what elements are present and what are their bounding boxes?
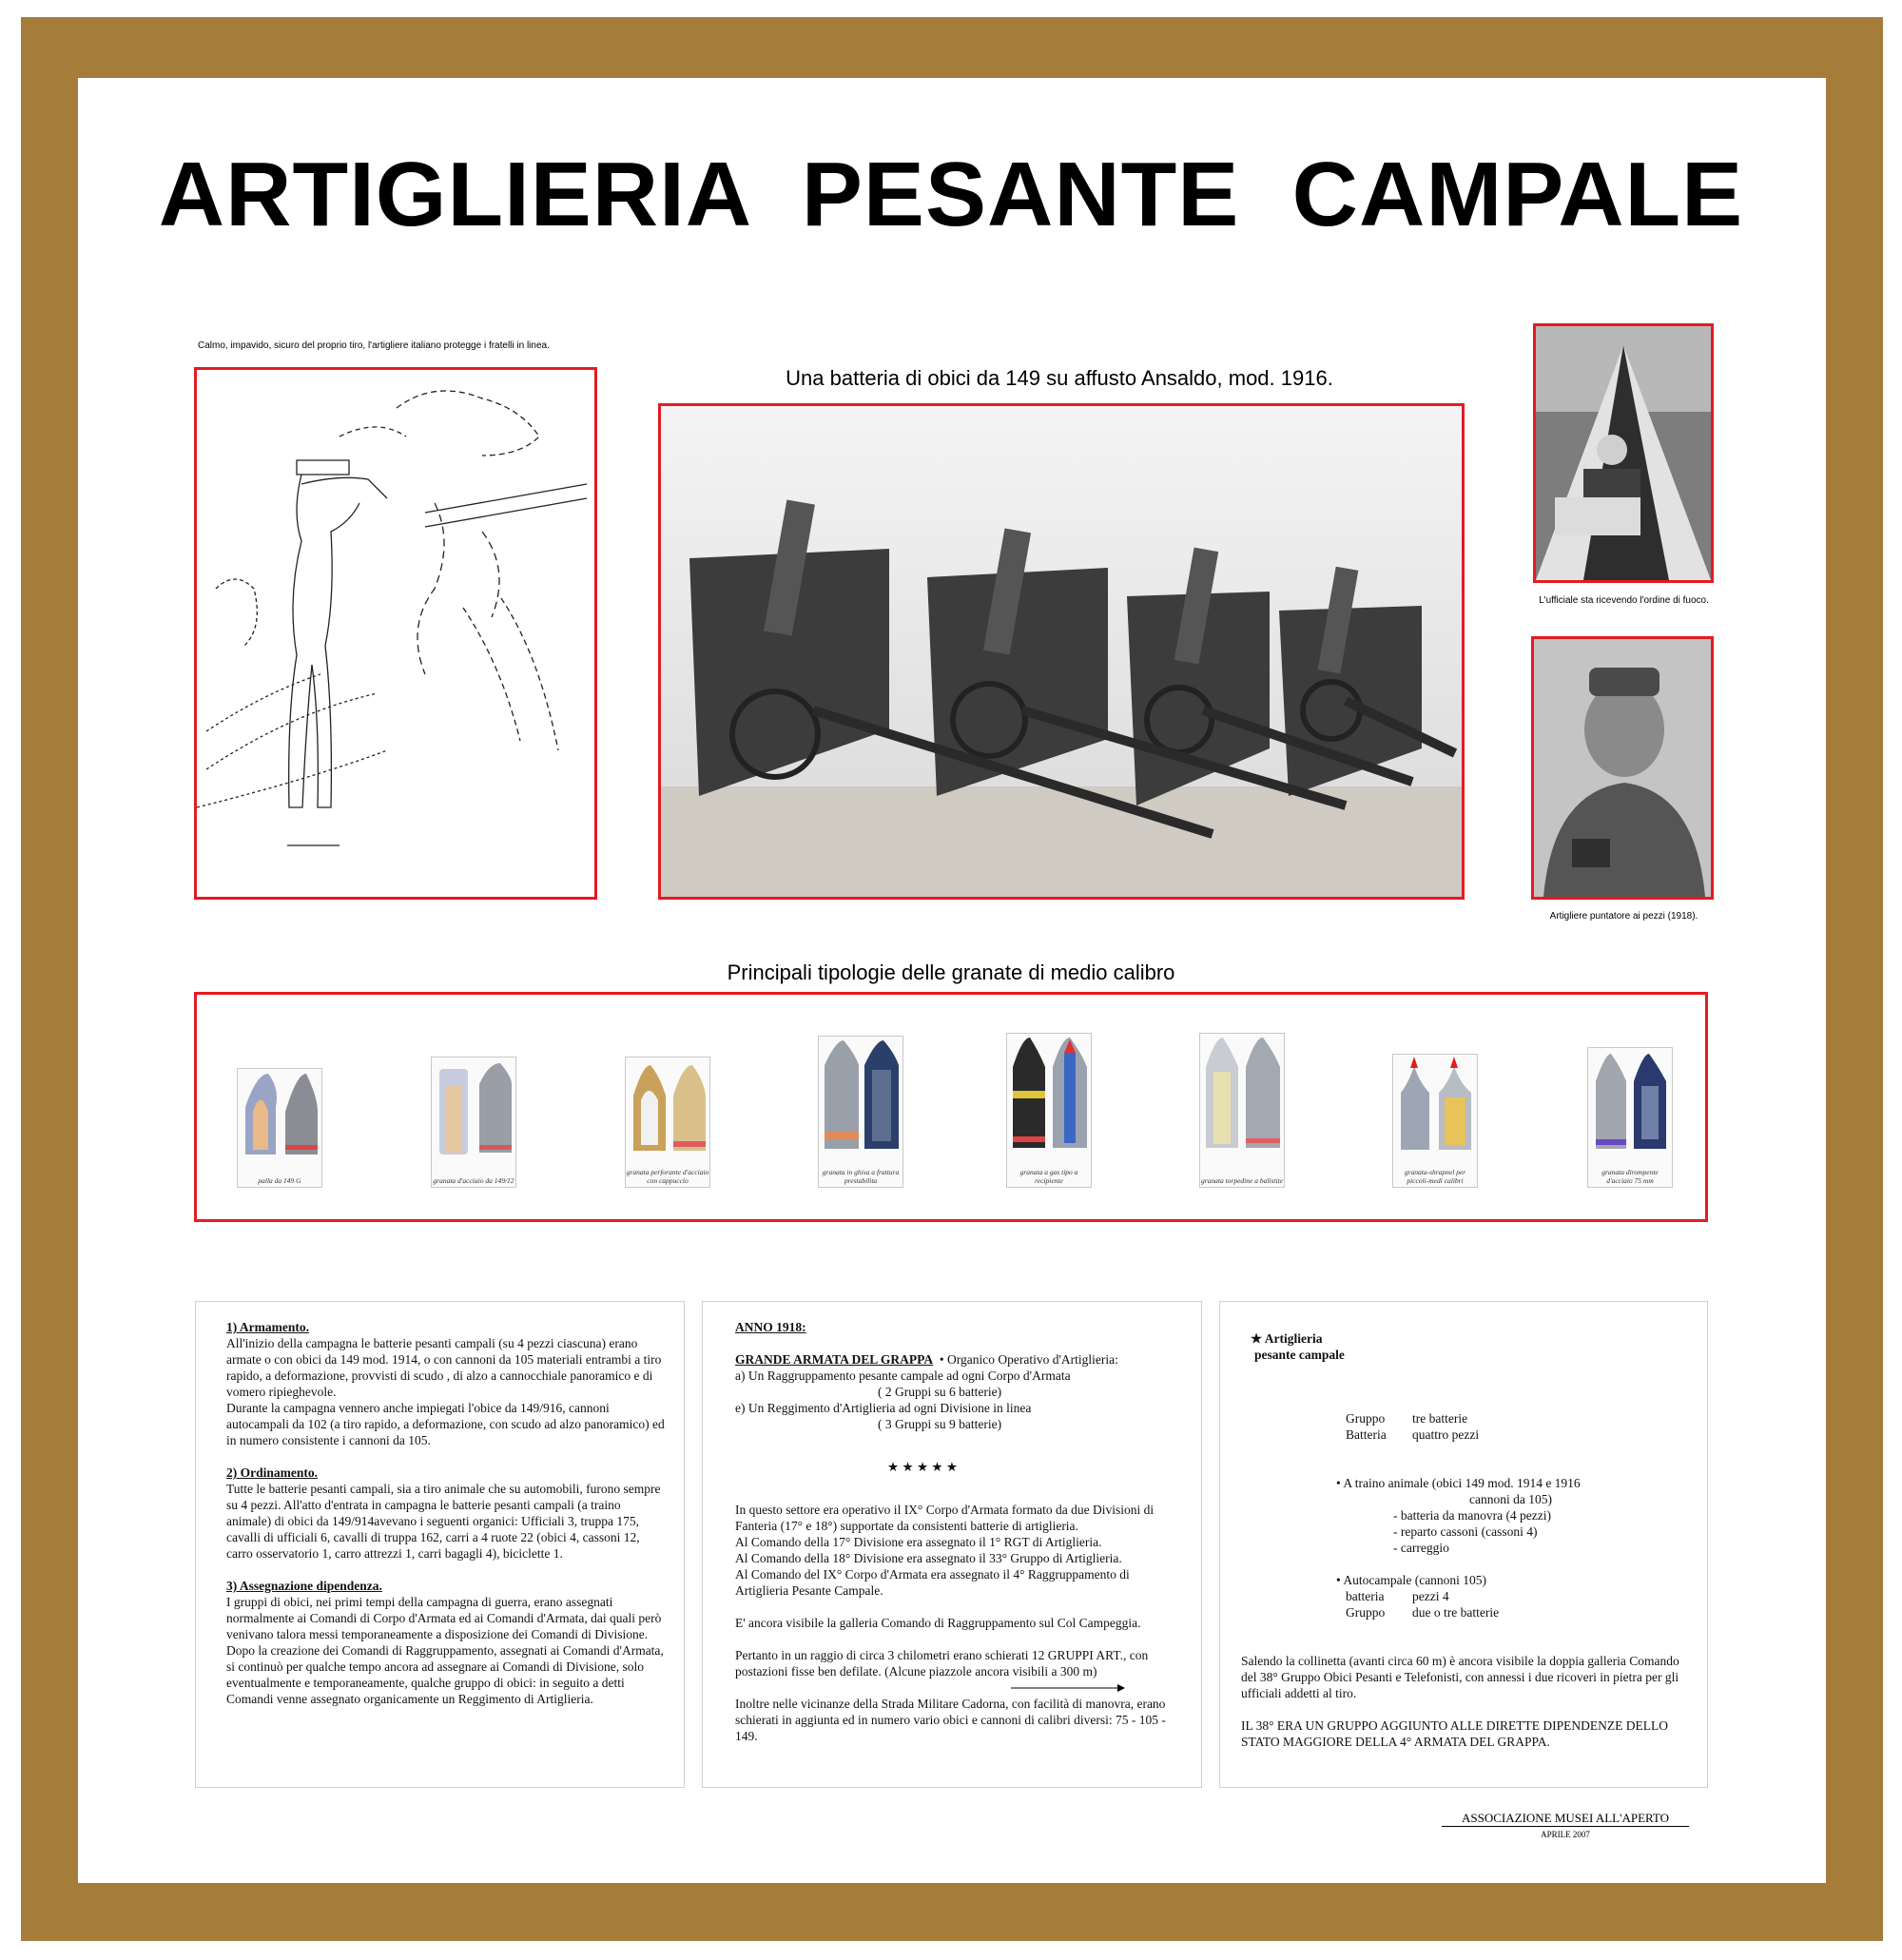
shell-icon [626,1058,709,1162]
assegnazione-text-2: Dopo la creazione dei Comandi di Raggruppamento, assegnati ai Comandi d'Armata, si continuò per qualche tempo ancora ad assegnare ai Comandi di Divisione, solo eventualmente e temporaneamente, qualche gruppo di obici: in seguito a detti Comandi venne assegnato organicamente un Reggimento di Artiglieria. [226,1643,664,1706]
artiglieria-campale-column [1219,1301,1708,1788]
shell-label: granata d'acciaio da 149/12 [433,1176,514,1185]
divisione-17-text: Al Comando della 17° Divisione era assegnato il 1° RGT di Artiglieria. [735,1535,1102,1549]
corpo-armata-text: In questo settore era operativo il IX° Corpo d'Armata formato da due Divisioni di Fanteria (17° e 18°) supportate da consistenti batterie di artiglieria. [735,1503,1155,1533]
autocampale-text: • Autocampale (cannoni 105) [1336,1573,1487,1587]
officer-caption: L'ufficiale sta ricevendo l'ordine di fuoco. [1539,595,1709,606]
shell-card-3 [625,1057,710,1188]
shell-icon [238,1069,321,1164]
raggruppamento-detail: ( 2 Gruppi su 6 batterie) [878,1385,1002,1399]
shell-label: granata torpedine a balistite [1200,1176,1284,1185]
shell-card-2 [431,1057,516,1188]
shell-icon [1007,1034,1091,1159]
reggimento-detail: ( 3 Gruppi su 9 batterie) [878,1417,1002,1431]
shell-label: granata-shrapnel per piccoli-medi calibri [1404,1168,1466,1185]
page-title: ARTIGLIERIA PESANTE CAMPALE [158,144,1744,245]
shell-card-1 [237,1068,322,1188]
association-date: APRILE 2007 [1541,1830,1590,1839]
auto-batteria-key: batteria [1346,1589,1385,1603]
gunner-photo [1531,636,1714,900]
sketch-caption: Calmo, impavido, sicuro del proprio tiro, l'artigliere italiano protegge i fratelli in linea. [198,340,550,351]
shell-card-4 [818,1036,903,1188]
artiglieria-heading: ★ Artiglieria [1251,1331,1323,1346]
ordinamento-text: Tutte le batterie pesanti campali, sia a tiro animale che su automobili, furono sempre su 4 pezzi. All'atto d'entrata in campagna le batterie pesanti campali (a traino animale) di obici da 149/914avevano i seguenti organici: Ufficiali 3, truppa 175, cavalli di ufficiali 6, cavalli di truppa 162, carri a 4 ruote 22 (obici 4, cassoni 12, carro osservatorio 1, carro attrezzi 1, carri bagagli 4), biciclette 1. [226,1482,661,1561]
howitzer-battery-image [661,406,1462,897]
officer-tent-image [1536,326,1711,580]
officer-photo [1533,323,1714,583]
traino-animale-text: • A traino animale (obici 149 mod. 1914 e 1916 [1336,1476,1581,1490]
organico-text: • Organico Operativo d'Artiglieria: [939,1352,1118,1367]
pesante-heading: pesante campale [1254,1348,1345,1362]
gruppo-value: tre batterie [1412,1411,1468,1426]
armamento-heading: 1) Armamento. [226,1320,309,1334]
shell-icon [432,1058,515,1162]
shell-label: palla da 149 G [258,1176,301,1185]
galleria-text: E' ancora visibile la galleria Comando di Raggruppamento sul Col Campeggia. [735,1616,1141,1630]
armamento-text-2: Durante la campagna vennero anche impiegati l'obice da 149/916, cannoni autocampali da 102 (a tiro rapido, a deformazione, con scudo ad alzo panoramico) ed in numero consistente i cannoni da 105. [226,1401,665,1447]
association-name: ASSOCIAZIONE MUSEI ALL'APERTO [1442,1811,1689,1827]
shell-card-6 [1199,1033,1285,1188]
traino-item-2: - reparto cassoni (cassoni 4) [1393,1524,1538,1539]
gruppo-key: Gruppo [1346,1411,1386,1426]
batteria-key: Batteria [1346,1427,1387,1442]
batteria-value: quattro pezzi [1412,1427,1480,1442]
gruppo-38-text: IL 38° ERA UN GRUPPO AGGIUNTO ALLE DIRETTE DIPENDENZE DELLO STATO MAGGIORE DELLA 4° ARMATA DEL GRAPPA. [1241,1718,1668,1749]
raggruppamento-4-text: Al Comando del IX° Corpo d'Armata era assegnato il 4° Raggruppamento di Artiglieria Pesante Campale. [735,1567,1130,1598]
grande-armata-heading: GRANDE ARMATA DEL GRAPPA [735,1352,934,1367]
shell-label: granata in ghisa a frattura prestabilita [822,1168,900,1185]
shell-icon [1200,1034,1284,1159]
ordinamento-heading: 2) Ordinamento. [226,1465,318,1480]
sketch-illustration [194,367,597,900]
assegnazione-text: I gruppi di obici, nei primi tempi della campagna di guerra, erano assegnati normalmente ai Comandi di Corpo d'Armata ed ai Comandi d'Armata, dai quali però venivano talora messi temporaneamente a disposizione dei Comandi di Divisione. [226,1595,662,1641]
collinetta-text: Salendo la collinetta (avanti circa 60 m) è ancora visibile la doppia galleria Comando del 38° Gruppo Obici Pesanti e Telefonisti, con annessi i due ricoveri in pietra per gli ufficiali addetti al tiro. [1241,1654,1679,1700]
traino-cannoni-text: cannoni da 105) [1469,1492,1552,1506]
gunner-caption: Artigliere puntatore ai pezzi (1918). [1549,911,1698,922]
shell-icon [1588,1048,1672,1160]
traino-item-1: - batteria da manovra (4 pezzi) [1393,1508,1552,1523]
shell-label: granata dirompente d'acciaio 75 mm [1601,1168,1659,1185]
assegnazione-heading: 3) Assegnazione dipendenza. [226,1579,382,1593]
raggruppamento-line: a) Un Raggruppamento pesante campale ad ogni Corpo d'Armata [735,1368,1071,1383]
shell-card-5 [1006,1033,1092,1188]
auto-batteria-value: pezzi 4 [1412,1589,1449,1603]
gruppi-text: Pertanto in un raggio di circa 3 chilometri erano schierati 12 GRUPPI ART., con postazioni fisse ben defilate. (Alcune piazzole ancora visibili a 300 m) [735,1648,1149,1679]
cadorna-text: Inoltre nelle vicinanze della Strada Militare Cadorna, con facilità di manovra, erano schierati in aggiunta ed in numero vario obici e cannoni di calibri diversi: 75 - 105 - 149. [735,1697,1166,1743]
artilleryman-sketch-image [197,370,594,897]
anno-heading: ANNO 1918: [735,1320,806,1334]
divisione-18-text: Al Comando della 18° Divisione era assegnato il 33° Gruppo di Artiglieria. [735,1551,1122,1565]
reggimento-line: e) Un Reggimento d'Artiglieria ad ogni Divisione in linea [735,1401,1032,1415]
shell-icon [1393,1055,1477,1159]
howitzer-battery-photo [658,403,1465,900]
shells-heading: Principali tipologie delle granate di medio calibro [727,961,1175,984]
arrow-icon [1011,1684,1125,1692]
battery-caption: Una batteria di obici da 149 su affusto Ansaldo, mod. 1916. [786,366,1333,390]
shells-box [194,992,1708,1222]
armamento-column [195,1301,685,1788]
gunner-portrait-image [1534,639,1711,897]
shell-label: granata a gas tipo a recipiente [1019,1168,1078,1185]
stars-divider: ★ ★ ★ ★ ★ [887,1460,959,1474]
shell-card-7 [1392,1054,1478,1188]
traino-item-3: - carreggio [1393,1541,1449,1555]
shell-icon [819,1037,902,1160]
shell-label: granata perforante d'acciaio con cappuccio [626,1168,709,1185]
auto-gruppo-value: due o tre batterie [1412,1605,1500,1620]
shell-card-8 [1587,1047,1673,1188]
auto-gruppo-key: Gruppo [1346,1605,1386,1620]
armamento-text: All'inizio della campagna le batterie pesanti campali (su 4 pezzi ciascuna) erano armate o con obici da 149 mod. 1914, o con cannoni da 105 materiali entrambi a tiro rapido, a deformazione, provvisti di scudo , di alzo a cannocchiale panoramico e di vomero ripieghevole. [226,1336,662,1399]
anno-1918-column [702,1301,1202,1788]
